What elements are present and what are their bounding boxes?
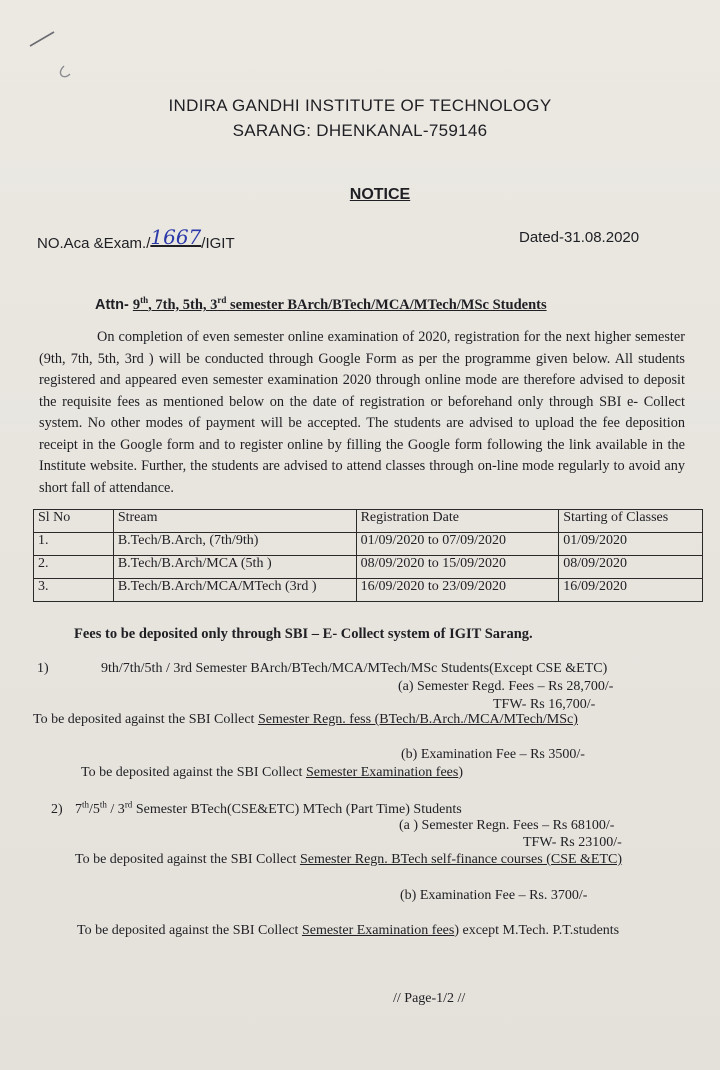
section2-tfw-fee: TFW- Rs 23100/- [523,835,622,850]
section2-exam-fee: (b) Examination Fee – Rs. 3700/- [400,888,588,903]
section1-exam-account: Semester Examination fees [305,765,459,780]
table-row [34,556,703,579]
table-cell: 3. [34,579,114,602]
section1-number: 1) [37,661,49,676]
section1-deposit-exam: To be deposited against the SBI Collect Semester Examination fees) [81,765,464,780]
reference-number [37,225,235,253]
institute-address: SARANG: DHENKANAL-759146 [232,121,488,140]
table-cell: B.Tech/B.Arch/MCA (5th ) [113,556,356,579]
attention-line [95,297,547,314]
table-cell: 08/09/2020 to 15/09/2020 [356,556,559,579]
ref-suffix: /IGIT [201,235,235,252]
table-header: Registration Date [356,510,559,533]
pencil-mark-icon [22,18,82,78]
notice-body: On completion of even semester online examination of 2020, registration for the next higher semester (9th, 7th, 5th, 3rd ) will be conducted through Google Form as per the programme given below. All students registered and appeared even semester examination 2020 through online mode are therefore advised to deposit the requisite fees as mentioned below on the date of registration or beforehand only through SBI e- Collect system. No other modes of payment will be accepted. The students are advised to upload the fee deposition receipt in the Google form and to register online by filling the Google form following the link available in the Institute website. Further, the students are advised to attend classes through on-line mode regularly to avoid any short fall of attendance. [39,329,685,496]
table-cell: B.Tech/B.Arch/MCA/MTech (3rd ) [113,579,356,602]
table-cell: 1. [34,533,114,556]
table-header: Starting of Classes [559,510,703,533]
section1-heading: 9th/7th/5th / 3rd Semester BArch/BTech/MCA/MTech/MSc Students(Except CSE &ETC) [101,661,608,676]
notice-title: NOTICE [349,186,411,203]
ref-handwritten-number: 1667 [150,225,202,249]
attn-text: 9th, 7th, 5th, 3rd semester BArch/BTech/MCA/MTech/MSc Students [132,295,547,313]
table-header-row [34,510,703,533]
schedule-table [33,509,703,602]
attn-label: Attn- [95,297,133,313]
table-row [34,579,703,602]
fees-note: Fees to be deposited only through SBI – E- Collect system of IGIT Sarang. [74,626,533,642]
section1-deposit-regn: To be deposited against the SBI Collect Semester Regn. fess (BTech/B.Arch./MCA/MTech/MSc) [33,712,578,727]
notice-date: Dated-31.08.2020 [519,229,640,246]
table-cell: 01/09/2020 to 07/09/2020 [356,533,559,556]
section2-heading: 7th/5th / 3rd Semester BTech(CSE&ETC) MTech (Part Time) Students [75,799,462,817]
table-cell: 08/09/2020 [559,556,703,579]
section1-regn-account: Semester Regn. fess (BTech/B.Arch./MCA/MTech/MSc) [257,712,578,727]
section2-number: 2) [51,802,63,817]
section2-regd-fee: (a ) Semester Regn. Fees – Rs 68100/- [399,818,615,833]
section2-deposit-regn: To be deposited against the SBI Collect Semester Regn. BTech self-finance courses (CSE &ETC) [75,852,623,867]
table-cell: 16/09/2020 to 23/09/2020 [356,579,559,602]
section1-exam-fee: (b) Examination Fee – Rs 3500/- [401,747,585,762]
table-cell: B.Tech/B.Arch, (7th/9th) [113,533,356,556]
institute-name: INDIRA GANDHI INSTITUTE OF TECHNOLOGY [168,96,552,115]
section2-exam-account: Semester Examination fees [301,923,455,938]
page-footer: // Page-1/2 // [393,991,466,1006]
table-cell: 16/09/2020 [559,579,703,602]
section1-regd-fee: (a) Semester Regd. Fees – Rs 28,700/- [398,679,614,694]
section1-tfw-fee: TFW- Rs 16,700/- [493,697,596,712]
table-cell: 01/09/2020 [559,533,703,556]
table-cell: 2. [34,556,114,579]
section2-regn-account: Semester Regn. BTech self-finance courses (CSE &ETC) [299,852,623,867]
table-header: Stream [113,510,356,533]
table-row [34,533,703,556]
ref-prefix: NO.Aca &Exam./ [37,235,151,252]
section2-deposit-exam: To be deposited against the SBI Collect Semester Examination fees) except M.Tech. P.T.students [77,923,620,938]
table-header: Sl No [34,510,114,533]
